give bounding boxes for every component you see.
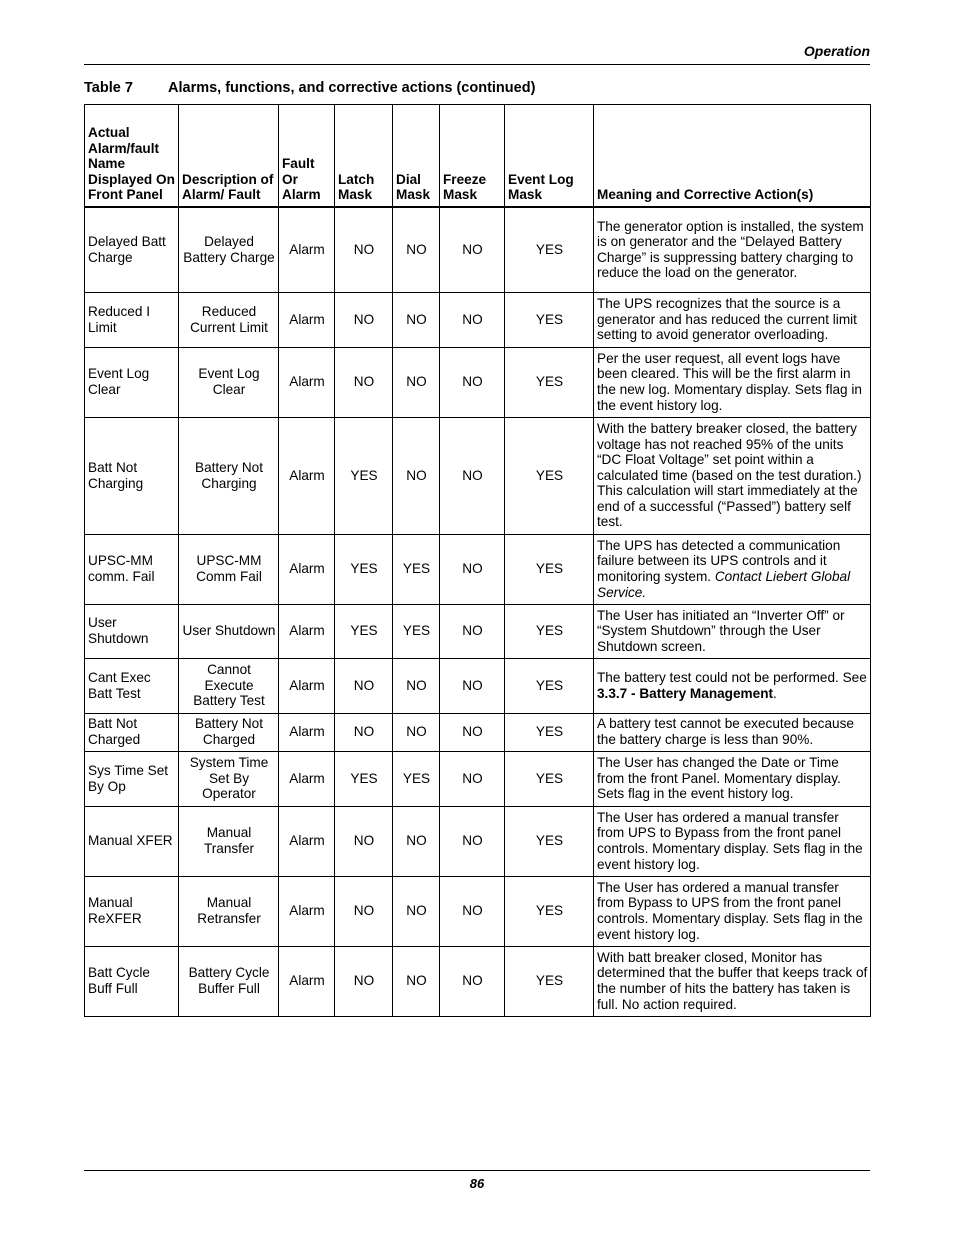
alarm-name: User Shutdown [85,604,179,658]
meaning-text: A battery test cannot be executed because the battery charge is less than 90%. [594,713,871,751]
alarm-name: Batt Cycle Buff Full [85,946,179,1016]
alarm-type: Alarm [279,946,335,1016]
meaning-text: The UPS recognizes that the source is a generator and has reduced the current limit setting to avoid generator overloading. [594,292,871,347]
alarm-type: Alarm [279,876,335,946]
freeze-mask: NO [440,207,505,292]
alarm-name: Manual XFER [85,806,179,876]
alarm-name: Batt Not Charged [85,713,179,751]
alarm-name: Batt Not Charging [85,417,179,534]
meaning-text: The User has ordered a manual transfer from Bypass to UPS from the front panel controls. Momentary display. Sets flag in the event history log. [594,876,871,946]
meaning-text: With batt breaker closed, Monitor has determined that the buffer that keeps track of the number of hits the battery has taken is full. No action required. [594,946,871,1016]
meaning-contact-note: Contact Liebert Global Service. [597,569,851,600]
latch-mask: YES [335,417,393,534]
latch-mask: YES [335,751,393,806]
col-header-latch: Latch Mask [335,105,393,208]
alarm-name: Reduced I Limit [85,292,179,347]
table-row [85,534,871,604]
alarm-description: Delayed Battery Charge [179,207,279,292]
table-row [85,207,871,292]
section-header: Operation [803,43,870,59]
alarm-type: Alarm [279,207,335,292]
alarm-name: Event Log Clear [85,347,179,417]
dial-mask: YES [393,751,440,806]
alarm-name: Delayed Batt Charge [85,207,179,292]
col-header-meaning: Meaning and Corrective Action(s) [594,105,871,208]
event-log-mask: YES [505,347,594,417]
alarm-description: User Shutdown [179,604,279,658]
col-header-freeze: Freeze Mask [440,105,505,208]
alarm-type: Alarm [279,806,335,876]
meaning-text: The battery test could not be performed. See [597,669,867,685]
event-log-mask: YES [505,713,594,751]
header-rule [84,64,870,65]
table-row [85,658,871,713]
col-header-dial: Dial Mask [393,105,440,208]
event-log-mask: YES [505,417,594,534]
meaning-section-reference: 3.3.7 - Battery Management [597,685,774,701]
table-row [85,751,871,806]
alarm-description: Manual Retransfer [179,876,279,946]
col-header-name: Actual Alarm/fault Name Displayed On Front Panel [85,105,179,208]
alarm-description: Battery Not Charging [179,417,279,534]
dial-mask: NO [393,417,440,534]
alarm-description: Reduced Current Limit [179,292,279,347]
freeze-mask: NO [440,713,505,751]
col-header-event-log: Event Log Mask [505,105,594,208]
alarm-type: Alarm [279,658,335,713]
latch-mask: NO [335,292,393,347]
alarm-description: UPSC-MM Comm Fail [179,534,279,604]
alarm-name: Manual ReXFER [85,876,179,946]
freeze-mask: NO [440,417,505,534]
alarm-name: Sys Time Set By Op [85,751,179,806]
meaning-cell [594,534,871,604]
table-row [85,292,871,347]
dial-mask: NO [393,806,440,876]
dial-mask: NO [393,876,440,946]
alarm-description: Cannot Execute Battery Test [179,658,279,713]
freeze-mask: NO [440,347,505,417]
dial-mask: NO [393,207,440,292]
table-row [85,876,871,946]
latch-mask: NO [335,207,393,292]
latch-mask: NO [335,946,393,1016]
meaning-text: The User has initiated an “Inverter Off” or “System Shutdown” through the User Shutdown screen. [594,604,871,658]
alarm-name: Cant Exec Batt Test [85,658,179,713]
meaning-text: The UPS has detected a communication failure between its UPS controls and it monitoring system. [597,537,841,584]
event-log-mask: YES [505,806,594,876]
dial-mask: YES [393,534,440,604]
event-log-mask: YES [505,658,594,713]
alarm-description: Manual Transfer [179,806,279,876]
freeze-mask: NO [440,534,505,604]
alarm-type: Alarm [279,347,335,417]
dial-mask: NO [393,946,440,1016]
latch-mask: NO [335,806,393,876]
alarm-description: Event Log Clear [179,347,279,417]
page-number: 86 [469,1176,485,1191]
alarm-type: Alarm [279,751,335,806]
dial-mask: NO [393,347,440,417]
alarm-description: Battery Not Charged [179,713,279,751]
event-log-mask: YES [505,207,594,292]
table-row [85,946,871,1016]
meaning-tail: . [773,685,777,701]
table-row [85,417,871,534]
alarms-table [84,104,871,1017]
freeze-mask: NO [440,658,505,713]
latch-mask: YES [335,604,393,658]
alarm-type: Alarm [279,534,335,604]
dial-mask: NO [393,292,440,347]
table-row [85,806,871,876]
latch-mask: NO [335,347,393,417]
freeze-mask: NO [440,946,505,1016]
event-log-mask: YES [505,292,594,347]
event-log-mask: YES [505,751,594,806]
table-title: Alarms, functions, and corrective actions (continued) [168,80,536,96]
dial-mask: NO [393,713,440,751]
meaning-text: The User has ordered a manual transfer from UPS to Bypass from the front panel controls. Momentary display. Sets flag in the event history log. [594,806,871,876]
event-log-mask: YES [505,534,594,604]
latch-mask: NO [335,713,393,751]
event-log-mask: YES [505,876,594,946]
freeze-mask: NO [440,292,505,347]
dial-mask: YES [393,604,440,658]
freeze-mask: NO [440,806,505,876]
meaning-text: The generator option is installed, the system is on generator and the “Delayed Battery Charge” is suppressing battery charging to reduce the load on the generator. [594,207,871,292]
alarm-type: Alarm [279,292,335,347]
meaning-cell [594,658,871,713]
table-number: Table 7 [84,80,133,96]
dial-mask: NO [393,658,440,713]
table-caption [84,80,535,96]
freeze-mask: NO [440,876,505,946]
meaning-text: With the battery breaker closed, the battery voltage has not reached 95% of the units “DC Float Voltage” set point within a calculated time (based on the test duration.) This calculation will start immediately at the end of a successful (“Passed”) battery self test. [594,417,871,534]
table-row [85,713,871,751]
alarm-description: System Time Set By Operator [179,751,279,806]
col-header-type: Fault Or Alarm [279,105,335,208]
table-row [85,347,871,417]
meaning-text: The User has changed the Date or Time from the front Panel. Momentary display. Sets flag in the event history log. [594,751,871,806]
alarm-type: Alarm [279,604,335,658]
col-header-description: Description of Alarm/ Fault [179,105,279,208]
table-row [85,604,871,658]
latch-mask: YES [335,534,393,604]
meaning-text: Per the user request, all event logs have been cleared. This will be the first alarm in the new log. Momentary display. Sets flag in the event history log. [594,347,871,417]
alarm-description: Battery Cycle Buffer Full [179,946,279,1016]
freeze-mask: NO [440,751,505,806]
latch-mask: NO [335,876,393,946]
event-log-mask: YES [505,946,594,1016]
footer-rule [84,1170,870,1171]
alarm-type: Alarm [279,713,335,751]
table-header-row [85,105,871,208]
latch-mask: NO [335,658,393,713]
event-log-mask: YES [505,604,594,658]
alarm-name: UPSC-MM comm. Fail [85,534,179,604]
alarm-type: Alarm [279,417,335,534]
freeze-mask: NO [440,604,505,658]
